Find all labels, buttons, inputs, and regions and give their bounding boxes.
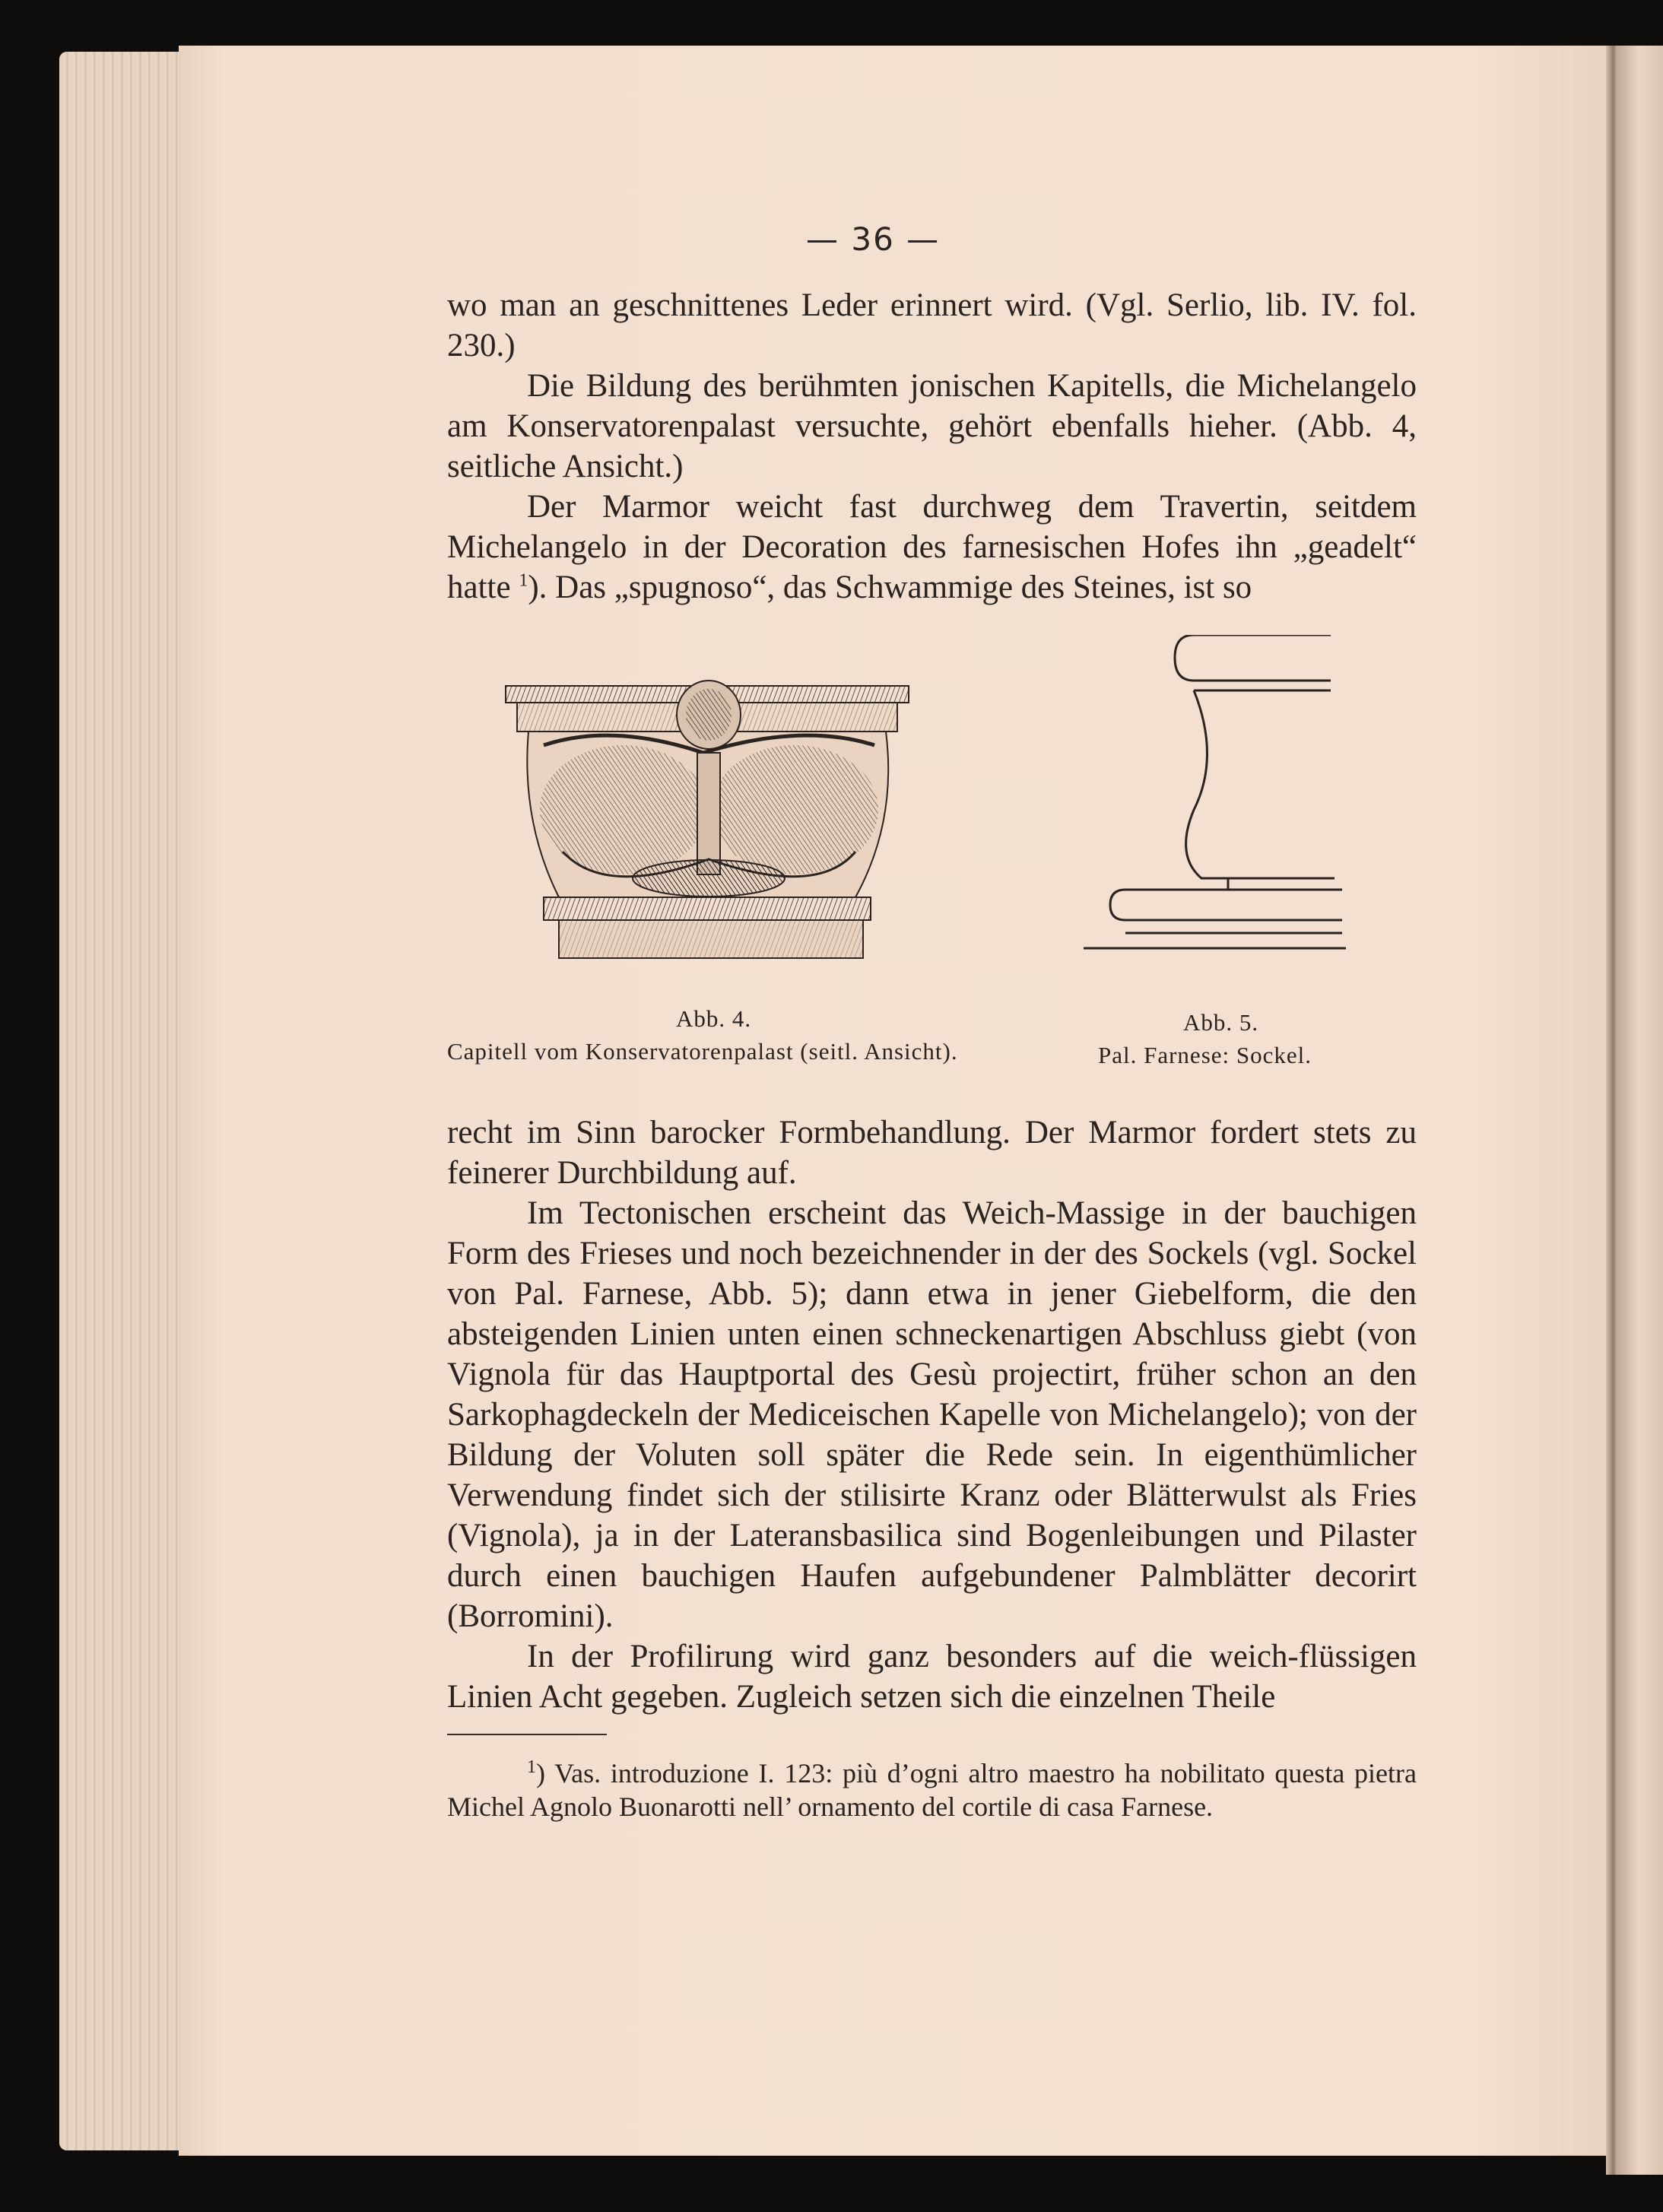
- base-profile-drawing: [1080, 635, 1354, 992]
- facing-page-edge: [1616, 46, 1663, 2175]
- figure-5-label: Abb. 5.: [1183, 1009, 1259, 1036]
- paragraph: Im Tectonischen erscheint das Weich-Massige in der bauchigen Form des Frieses und noch bezeichnender in der des Sockels (vgl. Sockel von Pal. Farnese, Abb. 5); dann etwa in jener Giebelform, die den absteigenden Linien unten einen schneckenartigen Abschluss giebt (von Vignola für das Hauptportal des Gesù projectirt, früher schon an den Sarkophagdeckeln der Mediceischen Kapelle von Michelangelo); von der Bildung der Voluten soll später die Rede sein. In eigenthümlicher Verwendung findet sich der stilisirte Kranz oder Blätterwulst als Fries (Vignola), ja in der Lateransbasilica sind Bogenleibungen und Pilaster durch einen bauchigen Haufen aufgebundener Palmblätter decorirt (Borromini).: [447, 1195, 1417, 1634]
- figure-4-caption: Capitell vom Konservatorenpalast (seitl. Ansicht).: [447, 1038, 958, 1065]
- paragraph: In der Profilirung wird ganz besonders auf die weich-flüssigen Linien Acht gegeben. Zugleich setzen sich die einzelnen Theile: [447, 1639, 1417, 1715]
- figure-4-label: Abb. 4.: [676, 1005, 752, 1032]
- figure-5-caption: Pal. Farnese: Sockel.: [1098, 1042, 1312, 1068]
- paragraph: wo man an geschnittenes Leder erinnert wird. (Vgl. Serlio, lib. IV. fol. 230.): [447, 287, 1417, 363]
- footnote-paragraph: [447, 1757, 1417, 1823]
- page-number: — 36 —: [806, 221, 941, 258]
- footnote-text: ) Vas. introduzione I. 123: più d’ogni altro maestro ha nobilitato questa pietra Michel Agnolo Buonarotti nell’ ornamento del cortile di casa Farnese.: [447, 1758, 1417, 1822]
- paragraph: Die Bildung des berühmten jonischen Kapitells, die Michelangelo am Konservatorenpalast versuchte, gehört ebenfalls hieher. (Abb. 4, seitliche Ansicht.): [447, 368, 1417, 484]
- paragraph: [447, 487, 1417, 608]
- footnote: [447, 1757, 1417, 1823]
- footnote-mark: 1: [527, 1757, 536, 1777]
- top-text-block: [447, 285, 1417, 608]
- footnote-mark: 1: [519, 570, 528, 591]
- page-edges: [59, 52, 196, 2150]
- paragraph: recht im Sinn barocker Formbehandlung. Der Marmor fordert stets zu feinerer Durchbildung auf.: [447, 1115, 1417, 1191]
- bottom-text-block: [447, 1112, 1417, 1717]
- paragraph-text-continued: ). Das „spugnoso“, das Schwammige des Steines, ist so: [528, 570, 1252, 605]
- footnote-rule: [447, 1734, 607, 1735]
- paragraph-text: Der Marmor weicht fast durchweg dem Travertin, seitdem Michelangelo in der Decoration des farnesischen Hofes ihn „geadelt“ hatte: [447, 489, 1417, 605]
- capital-illustration: [498, 669, 920, 981]
